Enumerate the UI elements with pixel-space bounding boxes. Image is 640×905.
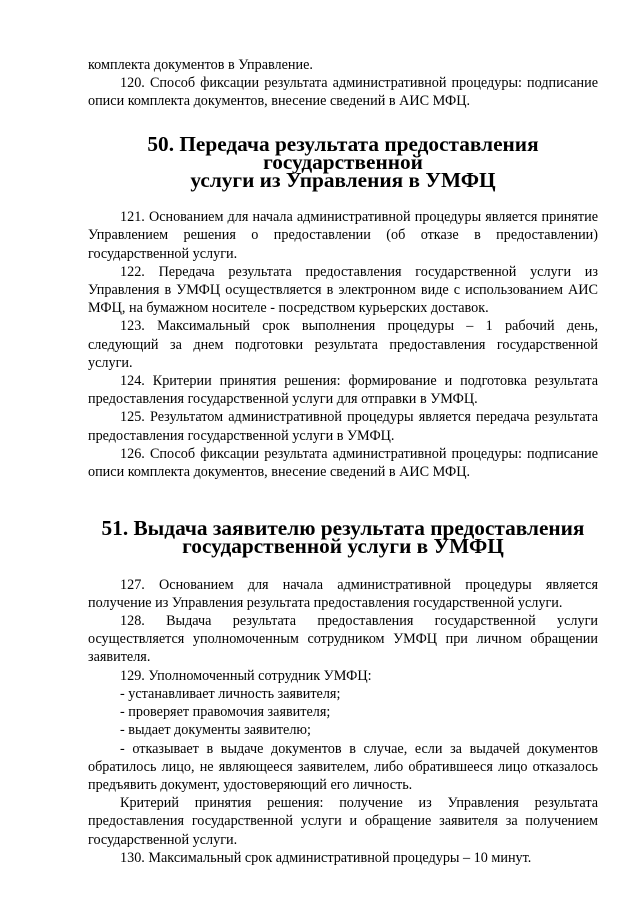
paragraph-130: 130. Максимальный срок административной процедуры – 10 минут. xyxy=(120,849,532,866)
paragraph-128: 128. Выдача результата предоставления государственной услуги осуществляется уполномоченным сотрудником УМФЦ при личном обращении заявителя. xyxy=(88,613,598,666)
section-50-heading xyxy=(88,131,598,193)
paragraph-124: 124. Критерии принятия решения: формирование и подготовка результата предоставления государственной услуги для отправки в УМФЦ. xyxy=(88,373,598,408)
paragraph-122: 122. Передача результата предоставления государственной услуги из Управления в УМФЦ осуществляется в электронном виде с использованием АИС МФЦ, на бумажном носителе - посредством курьерских доставок. xyxy=(88,263,598,317)
paragraph-121: 121. Основанием для начала административной процедуры является принятие Управлением решения о предоставлении (об отказе в предоставлении) государственной услуги. xyxy=(88,209,598,262)
paragraph-125: 125. Результатом административной процедуры является передача результата предоставления государственной услуги в УМФЦ. xyxy=(88,409,598,444)
document-page xyxy=(88,56,598,867)
section-51-title-line-1: 51. Выдача заявителю результата предоставления xyxy=(101,516,585,541)
paragraph-126: 126. Способ фиксации результата административной процедуры: подписание описи комплекта документов, внесение сведений в АИС МФЦ. xyxy=(88,445,598,481)
section-51-title-line-2: государственной услуги в УМФЦ xyxy=(182,534,504,559)
paragraph-129: 129. Уполномоченный сотрудник УМФЦ: xyxy=(120,667,372,684)
list-item: - устанавливает личность заявителя; xyxy=(120,685,341,702)
decision-criterion: Критерий принятия решения: получение из Управления результата предоставления государственной услуги и обращение заявителя за получением государственной услуги. xyxy=(88,795,598,848)
list-item: - проверяет правомочия заявителя; xyxy=(120,704,331,721)
paragraph-127: 127. Основанием для начала административной процедуры является получение из Управления результата предоставления государственной услуги. xyxy=(88,576,598,611)
list-item-refusal: - отказывает в выдаче документов в случае, если за выдачей документов обратилось лицо, не являющееся заявителем, либо обратившееся лицо отказалось предъявить документ, удостоверяющий его личность. xyxy=(88,740,598,793)
section-51-heading xyxy=(88,516,598,559)
paragraph-120: 120. Способ фиксации результата административной процедуры: подписание описи комплекта документов, внесение сведений в АИС МФЦ. xyxy=(88,75,598,110)
continuation-text: комплекта документов в Управление. xyxy=(88,57,313,73)
list-item: - выдает документы заявителю; xyxy=(120,722,311,739)
section-50-title-line-2: услуги из Управления в УМФЦ xyxy=(190,168,496,193)
paragraph-123: 123. Максимальный срок выполнения процедуры – 1 рабочий день, следующий за днем подготовки результата предоставления государственной услуги. xyxy=(88,318,598,371)
section-50-title-line-1: 50. Передача результата предоставления государственной xyxy=(147,131,539,174)
